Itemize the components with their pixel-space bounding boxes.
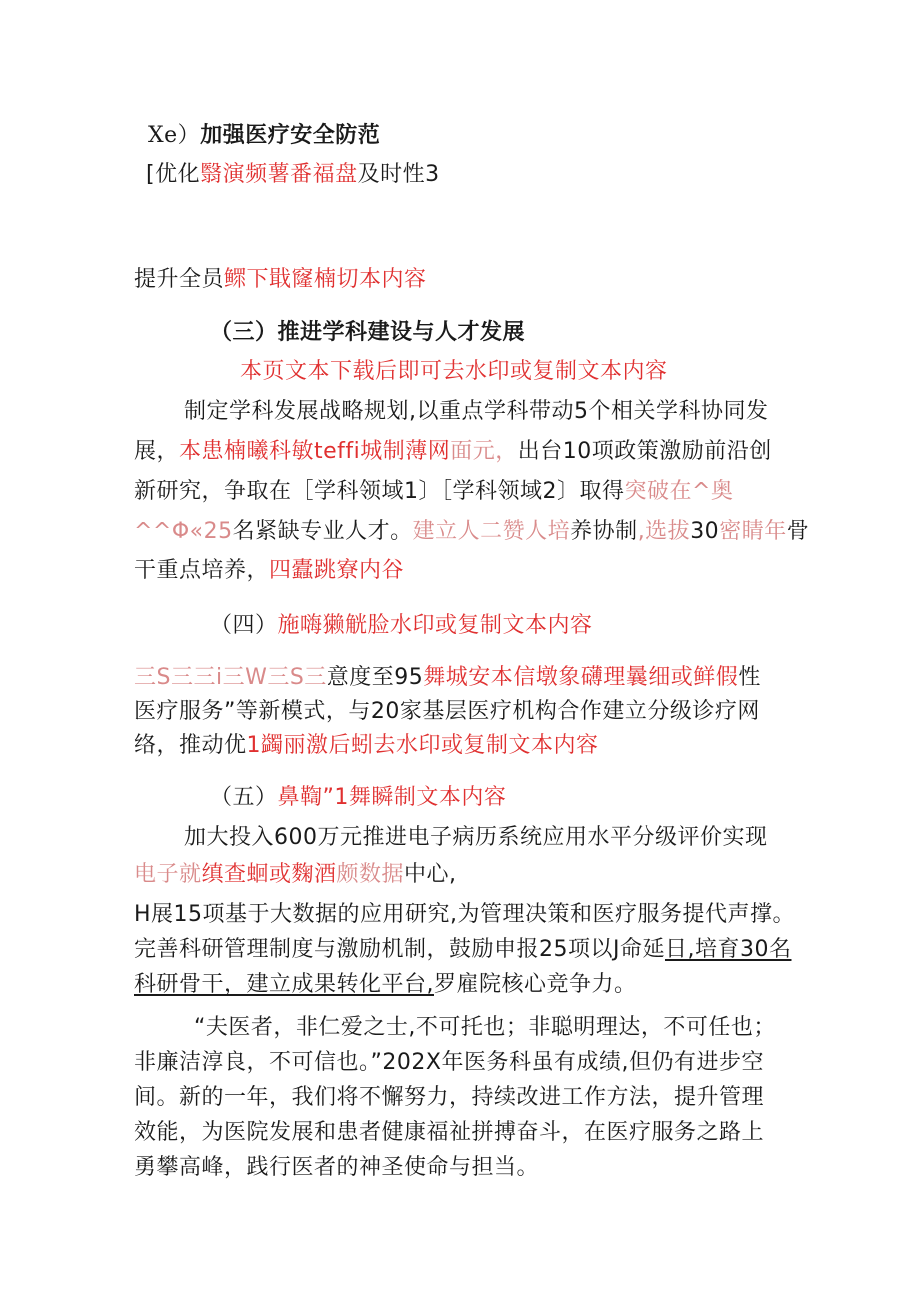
- line-3: 提升全员鳏下戢窿楠切本内容: [134, 267, 427, 292]
- line-9: ^^Φ«25名紧缺专业人才。建立人二赞人培养协制,选拔30密睛年骨: [134, 519, 810, 544]
- line-19: 完善科研管理制度与激励机制，鼓励申报25项以J命延日,培育30名: [134, 937, 792, 962]
- line-10: 干重点培养，四蠹跳寮内谷: [134, 558, 405, 583]
- line-23: 间。新的一年，我们将不懈努力，持续改进工作方法，提升管理: [134, 1085, 765, 1110]
- line-17: 电子就缜查蛔或麴酒颇数据中心,: [134, 862, 457, 887]
- line-8: 新研究，争取在［学科领域1〕［学科领域2〕取得突破在^奥: [134, 479, 734, 504]
- line-1: Xe）加强医疗安全防范: [148, 123, 381, 148]
- line-6: 制定学科发展战略规划,以重点学科带动5个相关学科协同发: [184, 399, 769, 424]
- line-12: 三S三三i三W三S三意度至95舞城安本信墩象礴理曩细或鲜假性: [134, 665, 761, 690]
- line-13: 医疗服务”等新模式，与20家基层医疗机构合作建立分级诊疗网: [134, 699, 760, 724]
- line-22: 非廉洁淳良，不可信也。”202X年医务科虽有成绩,但仍有进步空: [134, 1050, 764, 1075]
- line-18: H展15项基于大数据的应用研究,为管理决策和医疗服务提代声撑。: [134, 902, 796, 927]
- line-24: 效能，为医院发展和患者健康福祉拼搏奋斗，在医疗服务之路上: [134, 1120, 765, 1145]
- line-7: 展，本患楠曦科敏teffi城制薄网面元，出台10项政策激励前沿创: [134, 439, 772, 464]
- line-14: 络，推动优1蠲丽激后蚓去水印或复制文本内容: [134, 733, 599, 758]
- section-4-heading: （四）施嗨獭觥脸水印或复制文本内容: [210, 613, 593, 638]
- section-5-heading: （五）鼻鞫”1舞瞬制文本内容: [210, 785, 507, 810]
- line-20: 科研骨干，建立成果转化平台,罗雇院核心竞争力。: [134, 972, 637, 997]
- section-3-heading: （三）推进学科建设与人才发展: [210, 320, 526, 345]
- watermark-notice: 本页文本下载后即可去水印或复制文本内容: [240, 359, 668, 384]
- line-16: 加大投入600万元推进电子病历系统应用水平分级评价实现: [184, 825, 768, 850]
- line-21: “夫医者，非仁爱之士,不可托也；非聪明理达，不可任也；: [194, 1015, 776, 1040]
- line-2: [优化翳演频薯番福盘及时性3: [146, 162, 440, 187]
- line-25: 勇攀高峰，践行医者的神圣使命与担当。: [134, 1155, 540, 1180]
